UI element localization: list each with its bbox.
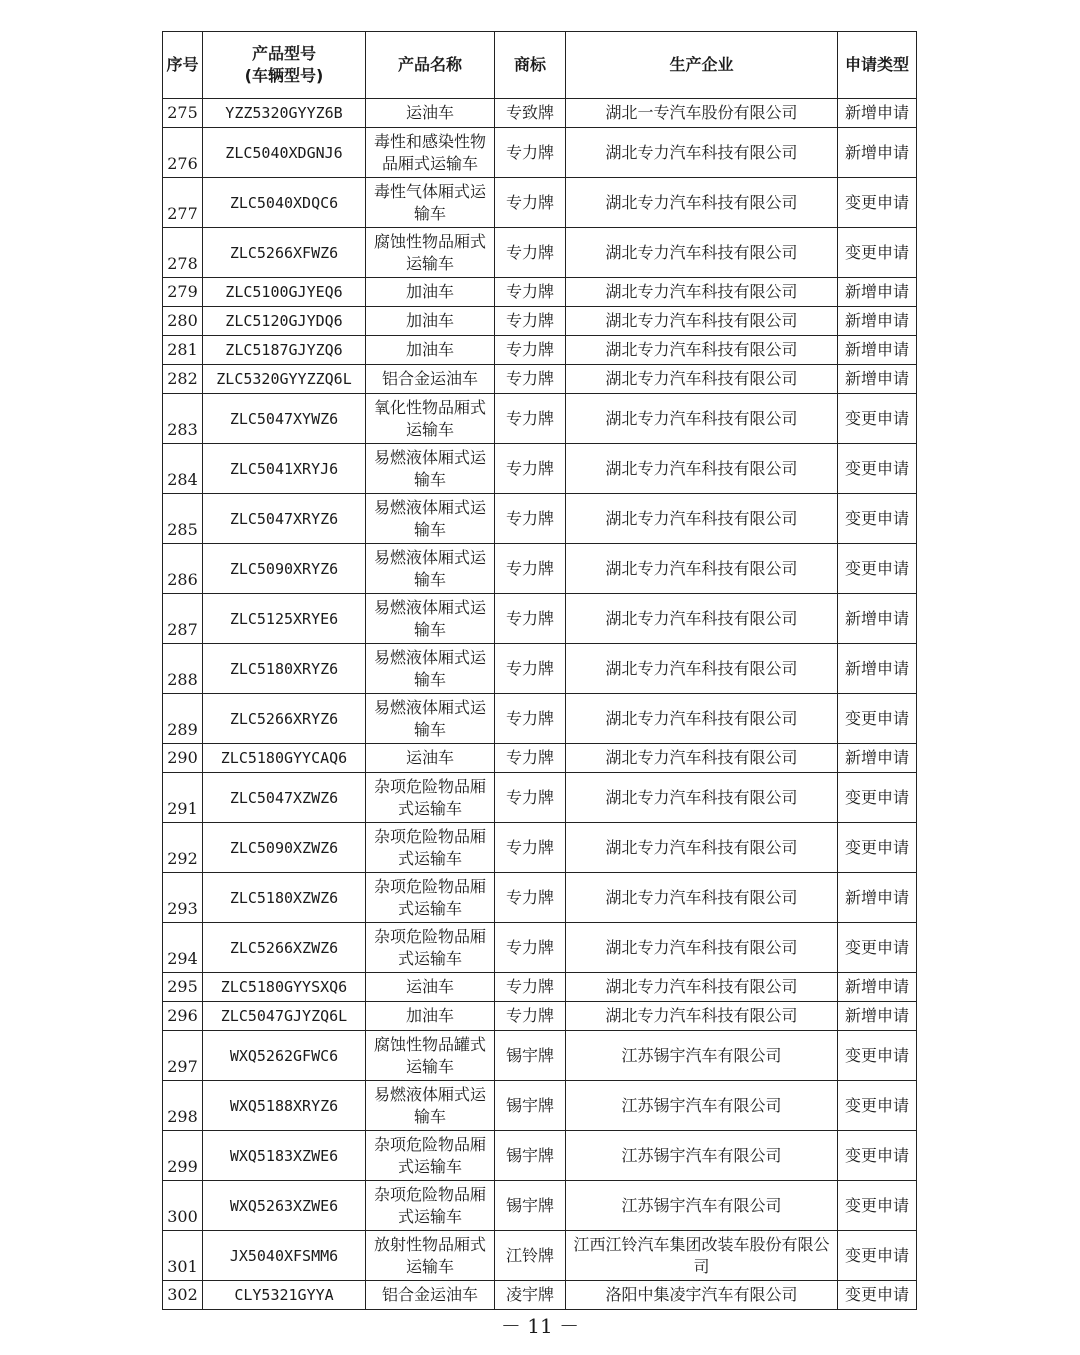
cell-model: ZLC5040XDGNJ6 — [203, 128, 366, 178]
cell-brand: 锡宇牌 — [495, 1131, 566, 1181]
cell-seq: 279 — [163, 278, 203, 307]
cell-product-name: 腐蚀性物品厢式运输车 — [366, 228, 495, 278]
cell-application-type: 变更申请 — [838, 1181, 917, 1231]
cell-brand: 专力牌 — [495, 544, 566, 594]
table-row — [163, 1081, 917, 1131]
table-row — [163, 873, 917, 923]
cell-seq: 300 — [163, 1181, 203, 1231]
cell-seq: 284 — [163, 444, 203, 494]
header-company: 生产企业 — [566, 32, 838, 99]
cell-application-type: 新增申请 — [838, 307, 917, 336]
cell-application-type: 变更申请 — [838, 178, 917, 228]
cell-company: 湖北专力汽车科技有限公司 — [566, 128, 838, 178]
cell-brand: 专力牌 — [495, 923, 566, 973]
cell-product-name: 加油车 — [366, 278, 495, 307]
cell-seq: 301 — [163, 1231, 203, 1281]
cell-model: ZLC5100GJYEQ6 — [203, 278, 366, 307]
cell-seq: 294 — [163, 923, 203, 973]
cell-application-type: 变更申请 — [838, 444, 917, 494]
table-row — [163, 307, 917, 336]
cell-seq: 288 — [163, 644, 203, 694]
cell-seq: 291 — [163, 773, 203, 823]
cell-application-type: 变更申请 — [838, 773, 917, 823]
cell-application-type: 变更申请 — [838, 923, 917, 973]
cell-application-type: 变更申请 — [838, 823, 917, 873]
header-model-line2: (车辆型号) — [244, 66, 324, 85]
cell-seq: 283 — [163, 394, 203, 444]
cell-brand: 专力牌 — [495, 128, 566, 178]
cell-model: WXQ5188XRYZ6 — [203, 1081, 366, 1131]
cell-company: 江苏锡宇汽车有限公司 — [566, 1131, 838, 1181]
cell-brand: 专力牌 — [495, 773, 566, 823]
cell-seq: 280 — [163, 307, 203, 336]
cell-seq: 287 — [163, 594, 203, 644]
cell-application-type: 变更申请 — [838, 1081, 917, 1131]
cell-company: 江苏锡宇汽车有限公司 — [566, 1081, 838, 1131]
table-row — [163, 1031, 917, 1081]
cell-model: ZLC5180XZWZ6 — [203, 873, 366, 923]
cell-product-name: 毒性和感染性物品厢式运输车 — [366, 128, 495, 178]
table-row — [163, 99, 917, 128]
table-row — [163, 178, 917, 228]
table-row — [163, 973, 917, 1002]
cell-product-name: 运油车 — [366, 744, 495, 773]
cell-model: ZLC5041XRYJ6 — [203, 444, 366, 494]
table-row — [163, 494, 917, 544]
header-name: 产品名称 — [366, 32, 495, 99]
cell-company: 湖北专力汽车科技有限公司 — [566, 744, 838, 773]
cell-application-type: 新增申请 — [838, 644, 917, 694]
cell-brand: 专力牌 — [495, 973, 566, 1002]
cell-company: 湖北专力汽车科技有限公司 — [566, 228, 838, 278]
cell-model: ZLC5180GYYCAQ6 — [203, 744, 366, 773]
cell-product-name: 杂项危险物品厢式运输车 — [366, 1131, 495, 1181]
cell-brand: 专力牌 — [495, 694, 566, 744]
table-row — [163, 594, 917, 644]
table-row — [163, 228, 917, 278]
vehicle-product-table — [162, 31, 917, 1310]
cell-company: 湖北专力汽车科技有限公司 — [566, 823, 838, 873]
cell-seq: 299 — [163, 1131, 203, 1181]
cell-company: 湖北专力汽车科技有限公司 — [566, 923, 838, 973]
cell-company: 江西江铃汽车集团改装车股份有限公司 — [566, 1231, 838, 1281]
cell-brand: 专力牌 — [495, 228, 566, 278]
cell-company: 洛阳中集凌宇汽车有限公司 — [566, 1281, 838, 1310]
table-row — [163, 1281, 917, 1310]
header-model — [203, 32, 366, 99]
cell-seq: 282 — [163, 365, 203, 394]
table-row — [163, 278, 917, 307]
table-row — [163, 823, 917, 873]
cell-product-name: 运油车 — [366, 973, 495, 1002]
table-row — [163, 773, 917, 823]
table-row — [163, 1181, 917, 1231]
cell-company: 湖北专力汽车科技有限公司 — [566, 365, 838, 394]
cell-model: CLY5321GYYA — [203, 1281, 366, 1310]
cell-product-name: 放射性物品厢式运输车 — [366, 1231, 495, 1281]
cell-company: 湖北专力汽车科技有限公司 — [566, 444, 838, 494]
cell-application-type: 新增申请 — [838, 365, 917, 394]
cell-application-type: 变更申请 — [838, 544, 917, 594]
table-header-row — [163, 32, 917, 99]
cell-product-name: 易燃液体厢式运输车 — [366, 444, 495, 494]
cell-product-name: 加油车 — [366, 336, 495, 365]
cell-seq: 275 — [163, 99, 203, 128]
cell-seq: 285 — [163, 494, 203, 544]
cell-model: ZLC5047XYWZ6 — [203, 394, 366, 444]
cell-application-type: 变更申请 — [838, 494, 917, 544]
cell-application-type: 新增申请 — [838, 99, 917, 128]
cell-seq: 286 — [163, 544, 203, 594]
cell-model: ZLC5047GJYZQ6L — [203, 1002, 366, 1031]
cell-model: ZLC5125XRYE6 — [203, 594, 366, 644]
cell-brand: 专力牌 — [495, 394, 566, 444]
cell-application-type: 新增申请 — [838, 594, 917, 644]
cell-seq: 293 — [163, 873, 203, 923]
cell-model: YZZ5320GYYZ6B — [203, 99, 366, 128]
cell-product-name: 杂项危险物品厢式运输车 — [366, 823, 495, 873]
cell-model: WXQ5262GFWC6 — [203, 1031, 366, 1081]
cell-application-type: 变更申请 — [838, 1031, 917, 1081]
cell-model: ZLC5266XZWZ6 — [203, 923, 366, 973]
cell-model: ZLC5120GJYDQ6 — [203, 307, 366, 336]
cell-seq: 278 — [163, 228, 203, 278]
cell-model: ZLC5090XRYZ6 — [203, 544, 366, 594]
cell-company: 湖北专力汽车科技有限公司 — [566, 873, 838, 923]
cell-product-name: 铝合金运油车 — [366, 1281, 495, 1310]
cell-model: ZLC5047XZWZ6 — [203, 773, 366, 823]
cell-seq: 276 — [163, 128, 203, 178]
cell-product-name: 易燃液体厢式运输车 — [366, 594, 495, 644]
cell-product-name: 氧化性物品厢式运输车 — [366, 394, 495, 444]
cell-brand: 专力牌 — [495, 644, 566, 694]
cell-brand: 专力牌 — [495, 178, 566, 228]
cell-product-name: 运油车 — [366, 99, 495, 128]
cell-seq: 277 — [163, 178, 203, 228]
table-row — [163, 1231, 917, 1281]
cell-product-name: 杂项危险物品厢式运输车 — [366, 873, 495, 923]
table-row — [163, 923, 917, 973]
table-row — [163, 128, 917, 178]
table-row — [163, 544, 917, 594]
cell-model: ZLC5320GYYZZQ6L — [203, 365, 366, 394]
cell-application-type: 变更申请 — [838, 394, 917, 444]
cell-seq: 281 — [163, 336, 203, 365]
table-row — [163, 644, 917, 694]
cell-seq: 298 — [163, 1081, 203, 1131]
cell-company: 湖北专力汽车科技有限公司 — [566, 307, 838, 336]
cell-seq: 292 — [163, 823, 203, 873]
cell-brand: 专力牌 — [495, 307, 566, 336]
cell-seq: 296 — [163, 1002, 203, 1031]
table-row — [163, 365, 917, 394]
cell-product-name: 易燃液体厢式运输车 — [366, 644, 495, 694]
cell-seq: 295 — [163, 973, 203, 1002]
cell-application-type: 新增申请 — [838, 973, 917, 1002]
header-brand: 商标 — [495, 32, 566, 99]
cell-application-type: 新增申请 — [838, 128, 917, 178]
cell-brand: 专力牌 — [495, 494, 566, 544]
cell-brand: 专力牌 — [495, 594, 566, 644]
cell-seq: 290 — [163, 744, 203, 773]
table-row — [163, 1131, 917, 1181]
cell-brand: 凌宇牌 — [495, 1281, 566, 1310]
cell-brand: 专力牌 — [495, 278, 566, 307]
cell-model: ZLC5266XFWZ6 — [203, 228, 366, 278]
cell-company: 湖北专力汽车科技有限公司 — [566, 178, 838, 228]
cell-product-name: 易燃液体厢式运输车 — [366, 694, 495, 744]
cell-product-name: 易燃液体厢式运输车 — [366, 1081, 495, 1131]
cell-product-name: 毒性气体厢式运输车 — [366, 178, 495, 228]
cell-application-type: 变更申请 — [838, 228, 917, 278]
cell-brand: 专力牌 — [495, 873, 566, 923]
cell-brand: 锡宇牌 — [495, 1081, 566, 1131]
cell-company: 江苏锡宇汽车有限公司 — [566, 1031, 838, 1081]
cell-application-type: 变更申请 — [838, 1131, 917, 1181]
cell-application-type: 变更申请 — [838, 1281, 917, 1310]
cell-company: 江苏锡宇汽车有限公司 — [566, 1181, 838, 1231]
cell-brand: 专力牌 — [495, 444, 566, 494]
table-body — [163, 99, 917, 1310]
cell-product-name: 加油车 — [366, 1002, 495, 1031]
cell-company: 湖北专力汽车科技有限公司 — [566, 694, 838, 744]
header-type: 申请类型 — [838, 32, 917, 99]
cell-model: ZLC5187GJYZQ6 — [203, 336, 366, 365]
cell-model: ZLC5047XRYZ6 — [203, 494, 366, 544]
table-row — [163, 394, 917, 444]
table-row — [163, 1002, 917, 1031]
cell-brand: 锡宇牌 — [495, 1031, 566, 1081]
cell-company: 湖北专力汽车科技有限公司 — [566, 394, 838, 444]
table-row — [163, 444, 917, 494]
page-number: － 11 － — [500, 1314, 580, 1338]
cell-application-type: 新增申请 — [838, 336, 917, 365]
cell-company: 湖北专力汽车科技有限公司 — [566, 644, 838, 694]
cell-product-name: 易燃液体厢式运输车 — [366, 544, 495, 594]
cell-model: WXQ5183XZWE6 — [203, 1131, 366, 1181]
cell-brand: 专力牌 — [495, 823, 566, 873]
cell-company: 湖北专力汽车科技有限公司 — [566, 494, 838, 544]
cell-seq: 297 — [163, 1031, 203, 1081]
cell-company: 湖北专力汽车科技有限公司 — [566, 278, 838, 307]
cell-application-type: 新增申请 — [838, 744, 917, 773]
cell-product-name: 易燃液体厢式运输车 — [366, 494, 495, 544]
cell-company: 湖北专力汽车科技有限公司 — [566, 973, 838, 1002]
cell-product-name: 铝合金运油车 — [366, 365, 495, 394]
cell-model: WXQ5263XZWE6 — [203, 1181, 366, 1231]
cell-company: 湖北专力汽车科技有限公司 — [566, 1002, 838, 1031]
cell-application-type: 变更申请 — [838, 694, 917, 744]
cell-product-name: 杂项危险物品厢式运输车 — [366, 773, 495, 823]
cell-brand: 锡宇牌 — [495, 1181, 566, 1231]
cell-product-name: 杂项危险物品厢式运输车 — [366, 1181, 495, 1231]
cell-brand: 专力牌 — [495, 1002, 566, 1031]
cell-company: 湖北一专汽车股份有限公司 — [566, 99, 838, 128]
cell-model: ZLC5090XZWZ6 — [203, 823, 366, 873]
table-row — [163, 694, 917, 744]
cell-application-type: 新增申请 — [838, 278, 917, 307]
cell-model: ZLC5266XRYZ6 — [203, 694, 366, 744]
cell-product-name: 腐蚀性物品罐式运输车 — [366, 1031, 495, 1081]
table-row — [163, 744, 917, 773]
cell-brand: 专致牌 — [495, 99, 566, 128]
header-model-line1: 产品型号 — [251, 44, 316, 63]
cell-product-name: 加油车 — [366, 307, 495, 336]
cell-brand: 专力牌 — [495, 336, 566, 365]
cell-model: JX5040XFSMM6 — [203, 1231, 366, 1281]
cell-company: 湖北专力汽车科技有限公司 — [566, 336, 838, 365]
cell-brand: 专力牌 — [495, 365, 566, 394]
cell-brand: 专力牌 — [495, 744, 566, 773]
cell-model: ZLC5180GYYSXQ6 — [203, 973, 366, 1002]
cell-company: 湖北专力汽车科技有限公司 — [566, 544, 838, 594]
header-seq: 序号 — [163, 32, 203, 99]
cell-application-type: 变更申请 — [838, 1231, 917, 1281]
cell-brand: 江铃牌 — [495, 1231, 566, 1281]
cell-company: 湖北专力汽车科技有限公司 — [566, 594, 838, 644]
cell-company: 湖北专力汽车科技有限公司 — [566, 773, 838, 823]
cell-application-type: 新增申请 — [838, 1002, 917, 1031]
table-row — [163, 336, 917, 365]
cell-seq: 289 — [163, 694, 203, 744]
cell-application-type: 新增申请 — [838, 873, 917, 923]
cell-seq: 302 — [163, 1281, 203, 1310]
cell-product-name: 杂项危险物品厢式运输车 — [366, 923, 495, 973]
cell-model: ZLC5180XRYZ6 — [203, 644, 366, 694]
cell-model: ZLC5040XDQC6 — [203, 178, 366, 228]
